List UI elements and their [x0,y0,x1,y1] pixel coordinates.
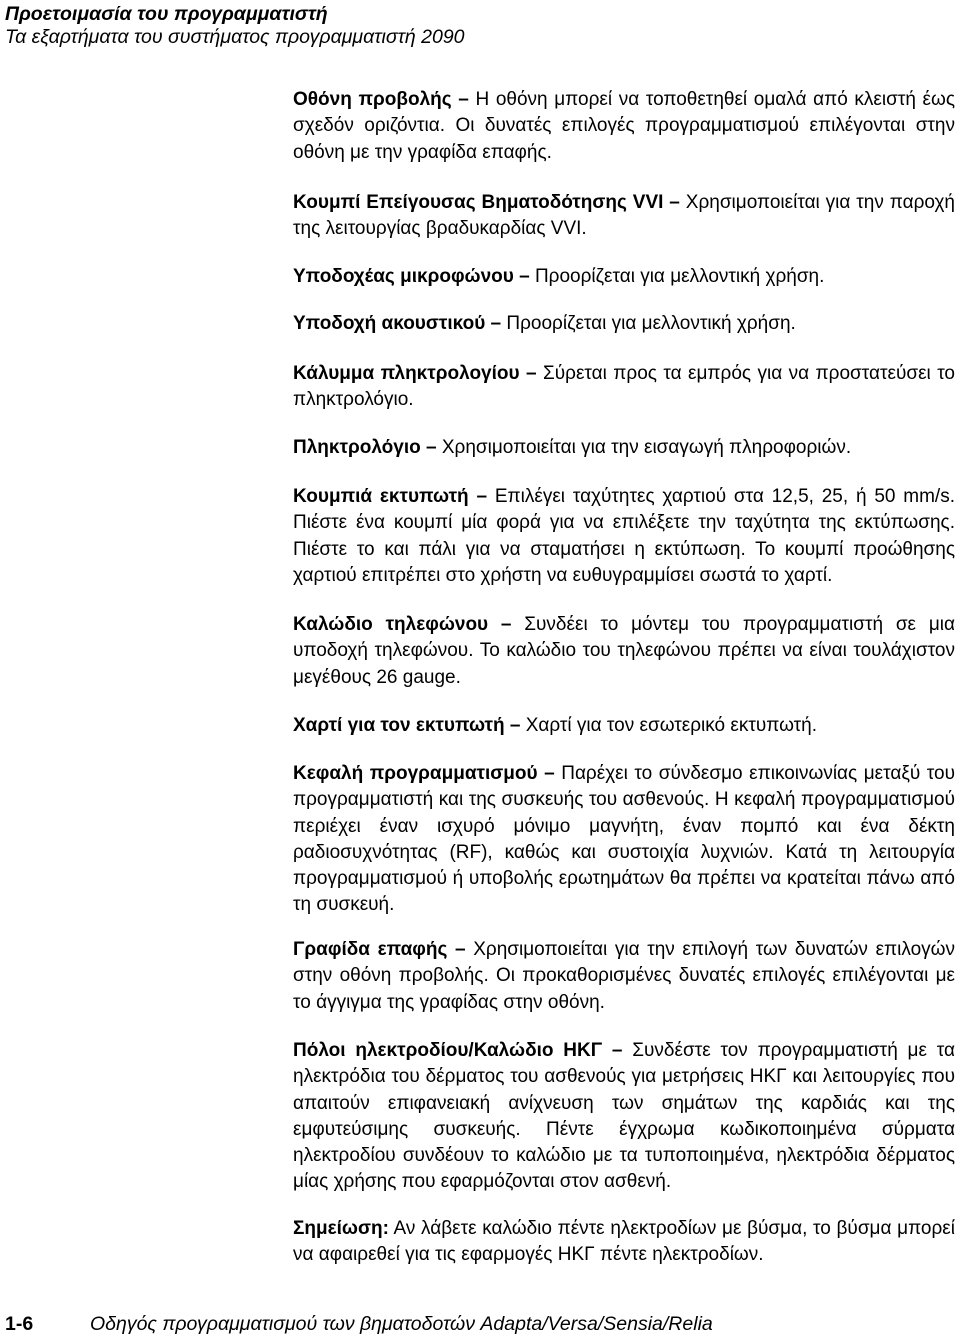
note-label: Σημείωση: [293,1218,389,1239]
entry-term: Πληκτρολόγιο – [293,437,437,458]
entry-description: Προορίζεται για μελλοντική χρήση. [534,266,825,287]
entry-headphone-jack [293,311,955,337]
entry-programming-head [293,761,955,919]
entry-keyboard [293,435,955,461]
entry-term: Πόλοι ηλεκτροδίου/Καλώδιο ΗΚΓ – [293,1040,623,1061]
entry-description: Χαρτί για τον εσωτερικό εκτυπωτή. [525,715,818,736]
page-footer [0,1312,960,1336]
entry-description: Χρησιμοποιείται για την εισαγωγή πληροφοριών. [441,437,852,458]
entry-printer-buttons [293,484,955,589]
entry-display-screen [293,87,955,166]
entry-emergency-vvi-button [293,190,955,243]
note [293,1216,955,1269]
entry-telephone-cable [293,612,955,691]
entry-term: Κουμπί Επείγουσας Βηματοδότησης VVI – [293,192,680,213]
entry-microphone-jack [293,264,955,290]
entry-keyboard-cover [293,361,955,414]
entry-printer-paper [293,713,955,739]
entry-description: Χρησιμοποιείται για την παροχή της λειτουργίας βραδυκαρδίας VVI. [293,192,955,240]
entry-description: Η οθόνη μπορεί να τοποθετηθεί ομαλά από κλειστή έως σχεδόν οριζόντια. Οι δυνατές επιλογές προγραμματισμού επιλέγονται στην οθόνη με την γραφίδα επαφής. [293,89,955,163]
entry-term: Γραφίδα επαφής – [293,939,466,960]
page-header [5,3,905,49]
entry-description: Χρησιμοποιείται για την επιλογή των δυνατών επιλογών στην οθόνη προβολής. Οι προκαθορισμένες δυνατές επιλογές επιλέγονται με το άγγιγμα της γραφίδας στην οθόνη. [293,939,955,1013]
entry-description: Παρέχει το σύνδεσμο επικοινωνίας μεταξύ του προγραμματιστή και της συσκευής του ασθενούς. Η κεφαλή προγραμματισμού περιέχει έναν ισχυρό μόνιμο μαγνήτη, έναν πομπό και ένα δέκτη ραδιοσυχνότητας (RF), καθώς και συστοιχία λυχνιών. Κατά τη λειτουργία προγραμματισμού ή υποβολής ερωτημάτων θα πρέπει να κρατείται πάνω από τη συσκευή. [293,763,955,916]
section-subtitle: Τα εξαρτήματα του συστήματος προγραμματιστή 2090 [5,26,465,48]
entry-stylus [293,937,955,1016]
entry-description: Προορίζεται για μελλοντική χρήση. [506,313,796,334]
entry-description: Επιλέγει ταχύτητες χαρτιού στα 12,5, 25, ή 50 mm/s. Πιέστε ένα κουμπί μία φορά για να επιλέξετε την ταχύτητα της εκτύπωσης. Πιέστε το και πάλι για να σταματήσει η εκτύπωση. Το κουμπί προώθησης χαρτιού επιτρέπει στο χρήστη να ευθυγραμμίσει σωστά το χαρτί. [293,486,955,586]
page-number: 1-6 [5,1313,34,1335]
entry-description: Σύρεται προς τα εμπρός για να προστατεύσει το πληκτρολόγιο. [293,363,955,411]
entry-term: Υποδοχέας μικροφώνου – [293,266,530,287]
entry-term: Καλώδιο τηλεφώνου – [293,614,512,635]
entry-term: Κουμπιά εκτυπωτή – [293,486,488,507]
section-title: Προετοιμασία του προγραμματιστή [5,3,328,25]
entry-description: Συνδέει το μόντεμ του προγραμματιστή σε μια υποδοχή τηλεφώνου. Το καλώδιο του τηλεφώνου πρέπει να είναι τουλάχιστον μεγέθους 26 gauge. [293,614,955,688]
entry-term: Κάλυμμα πληκτρολογίου – [293,363,537,384]
entry-term: Οθόνη προβολής – [293,89,469,110]
entry-term: Χαρτί για τον εκτυπωτή – [293,715,521,736]
note-text: Αν λάβετε καλώδιο πέντε ηλεκτροδίων με βύσμα, το βύσμα μπορεί να αφαιρεθεί για τις εφαρμογές ΗΚΓ πέντε ηλεκτροδίων. [293,1218,955,1266]
guide-title: Οδηγός προγραμματισμού των βηματοδοτών Adapta/Versa/Sensia/Relia [90,1313,713,1335]
entry-ecg-cable [293,1038,955,1196]
entry-term: Υποδοχή ακουστικού – [293,313,502,334]
entry-term: Κεφαλή προγραμματισμού – [293,763,555,784]
entry-description: Συνδέστε τον προγραμματιστή με τα ηλεκτρόδια του δέρματος του ασθενούς για μετρήσεις ΗΚΓ και λειτουργίες που απαιτούν επιφανειακή ανίχνευση των σημάτων της καρδιάς και της εμφυτεύσιμης συσκευής. Πέντε έγχρωμα κωδικοποιημένα σύρματα ηλεκτροδίου συνδέουν το καλώδιο με τα τυποποιημένα, ηλεκτρόδια δέρματος μίας χρήσης που εφαρμόζονται στον ασθενή. [293,1040,955,1193]
